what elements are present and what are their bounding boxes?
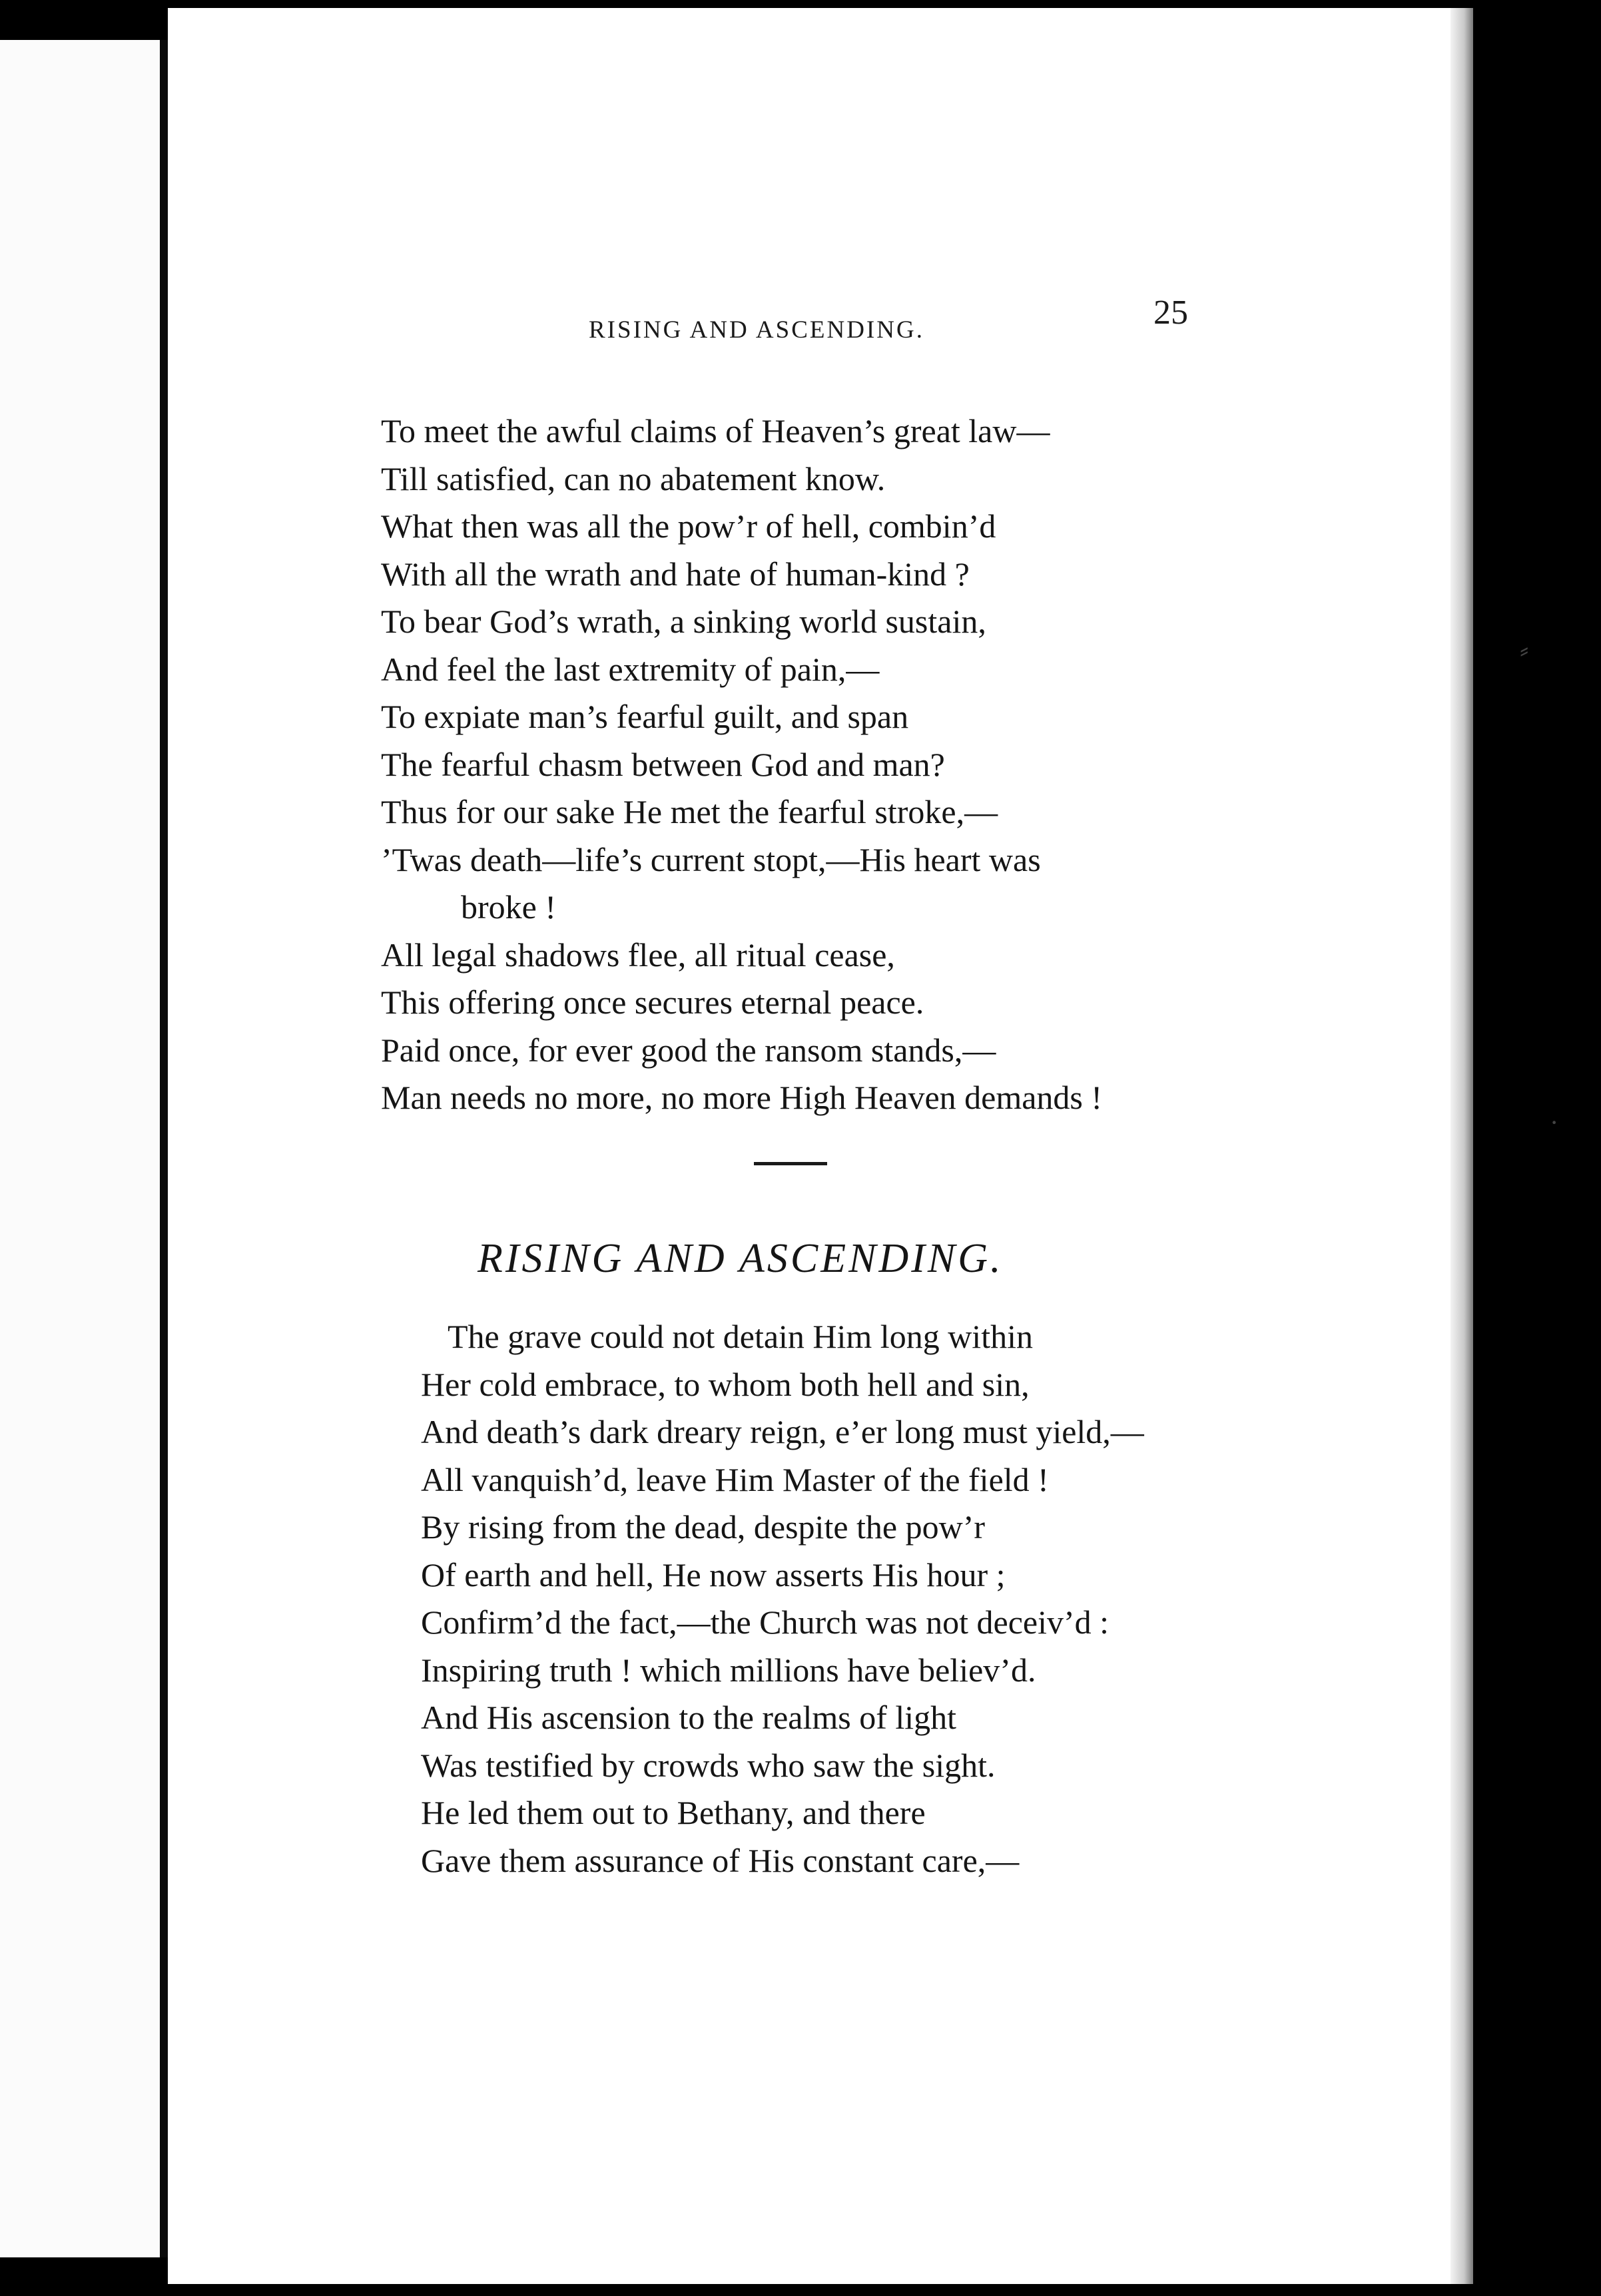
verse-line-continuation: broke ! <box>461 888 556 926</box>
previous-page-edge <box>0 40 160 2257</box>
verse-line: With all the wrath and hate of human-kind ? <box>381 555 970 593</box>
verse-line: And feel the last extremity of pain,— <box>381 650 880 688</box>
verse-line: This offering once secures eternal peace. <box>381 984 924 1021</box>
verse-line: Of earth and hell, He now asserts His hour ; <box>421 1556 1006 1593</box>
verse-line: ’Twas death—life’s current stopt,—His heart was <box>381 840 1041 878</box>
verse-line: Man needs no more, no more High Heaven demands ! <box>381 1079 1103 1116</box>
verse-line: Inspiring truth ! which millions have believ’d. <box>421 1651 1036 1689</box>
verse-line: To meet the awful claims of Heaven’s great law— <box>381 412 1050 449</box>
verse-line: He led them out to Bethany, and there <box>421 1794 926 1831</box>
verse-line: The fearful chasm between God and man? <box>381 745 945 783</box>
page-number: 25 <box>1153 294 1188 332</box>
running-head: RISING AND ASCENDING. <box>589 316 924 344</box>
verse-line: And death’s dark dreary reign, e’er long must yield,— <box>421 1413 1144 1450</box>
verse-line: All legal shadows flee, all ritual cease, <box>381 936 895 974</box>
verse-line: Was testified by crowds who saw the sight. <box>421 1746 996 1784</box>
page-edge-shadow <box>1450 8 1473 2284</box>
stanza-2 <box>421 1313 1144 1884</box>
verse-line: What then was all the pow’r of hell, combin’d <box>381 507 996 545</box>
section-divider-rule <box>754 1162 827 1165</box>
verse-line: To bear God’s wrath, a sinking world sustain, <box>381 603 986 640</box>
stanza-1 <box>381 408 1102 1122</box>
verse-line: Confirm’d the fact,—the Church was not deceiv’d : <box>421 1603 1110 1641</box>
scan-speck: · <box>1550 1107 1559 1137</box>
verse-line: Her cold embrace, to whom both hell and sin, <box>421 1365 1030 1403</box>
verse-line: Thus for our sake He met the fearful stroke,— <box>381 793 998 830</box>
book-page <box>168 8 1559 2284</box>
verse-line: Gave them assurance of His constant care,— <box>421 1841 1020 1879</box>
verse-line: Till satisfied, can no abatement know. <box>381 459 886 497</box>
verse-line: To expiate man’s fearful guilt, and span <box>381 698 909 735</box>
book-gutter <box>160 40 168 2257</box>
verse-line: And His ascension to the realms of light <box>421 1699 957 1736</box>
section-title: RISING AND ASCENDING. <box>478 1236 1004 1281</box>
verse-line: By rising from the dead, despite the pow’r <box>421 1508 986 1546</box>
scan-speck: ⸗ <box>1520 635 1529 665</box>
verse-line: The grave could not detain Him long within <box>448 1318 1033 1355</box>
verse-line: All vanquish’d, leave Him Master of the field ! <box>421 1460 1049 1498</box>
verse-line: Paid once, for ever good the ransom stands,— <box>381 1031 996 1069</box>
